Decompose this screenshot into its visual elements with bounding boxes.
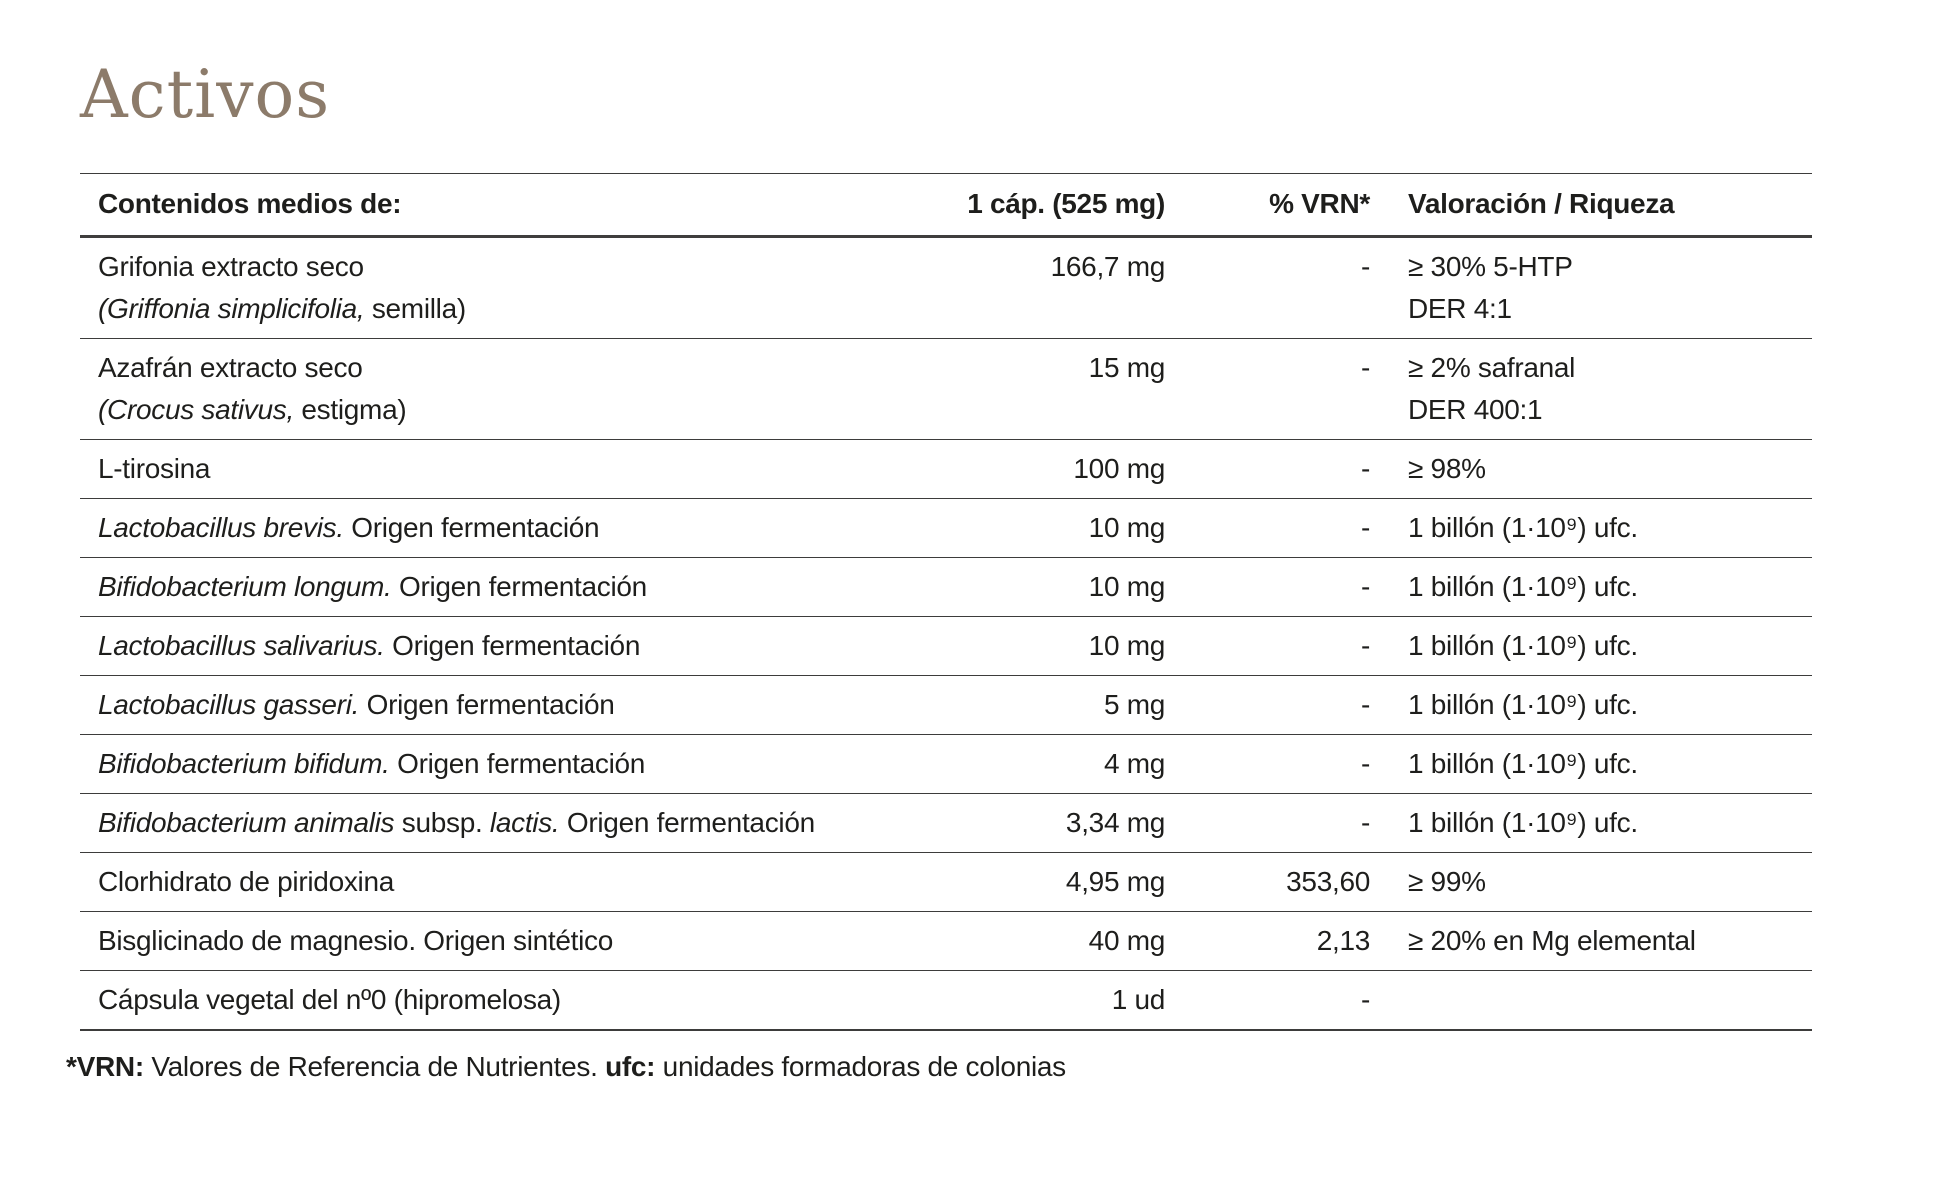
column-header-contents: Contenidos medios de: (80, 174, 740, 237)
ingredient-name (80, 617, 740, 676)
ingredient-name (80, 339, 740, 440)
ingredient-name (80, 499, 740, 558)
text-segment: lactis. (489, 807, 560, 838)
text-segment: Lactobacillus brevis. (98, 512, 344, 543)
ingredient-amount: 10 mg (1088, 630, 1165, 661)
ingredient-valuation (1370, 912, 1812, 971)
ingredient-amount: 10 mg (1088, 512, 1165, 543)
ingredient-name (80, 912, 740, 971)
ingredient-vrn: - (1360, 571, 1370, 602)
valuation-line: ≥ 99% (1408, 866, 1486, 897)
column-header-amount-per-capsule: 1 cáp. (525 mg) (740, 174, 1165, 237)
ingredient-name (80, 237, 740, 339)
ingredient-vrn: 353,60 (1286, 866, 1370, 897)
text-segment: subsp. (394, 807, 490, 838)
table-body (80, 237, 1812, 1031)
ingredient-vrn: - (1360, 984, 1370, 1015)
ingredient-valuation (1370, 794, 1812, 853)
text-segment: semilla) (364, 293, 466, 324)
ingredient-amount: 1 ud (1111, 984, 1165, 1015)
text-segment: Origen fermentación (389, 748, 646, 779)
text-segment: unidades formadoras de colonias (655, 1051, 1066, 1082)
column-header-valuation: Valoración / Riqueza (1370, 174, 1812, 237)
valuation-line: 1 billón (1·10⁹) ufc. (1408, 630, 1638, 661)
ingredient-amount: 4,95 mg (1065, 866, 1165, 897)
text-segment: Origen fermentación (559, 807, 815, 838)
valuation-line: ≥ 20% en Mg elemental (1408, 925, 1696, 956)
table-row (80, 853, 1812, 912)
ingredient-amount: 3,34 mg (1065, 807, 1165, 838)
table-row (80, 339, 1812, 440)
text-segment: Lactobacillus salivarius. (98, 630, 385, 661)
text-segment: (Griffonia simplicifolia, (98, 293, 365, 324)
ingredient-amount: 15 mg (1088, 352, 1165, 383)
text-segment: Origen fermentación (391, 571, 647, 602)
table-row (80, 794, 1812, 853)
ingredient-vrn: - (1360, 352, 1370, 383)
ingredient-vrn: - (1360, 689, 1370, 720)
ingredient-valuation (1370, 971, 1812, 1031)
text-segment: Bifidobacterium bifidum. (98, 748, 390, 779)
ingredient-vrn: - (1360, 512, 1370, 543)
ingredient-vrn: - (1360, 251, 1370, 282)
ingredient-name (80, 735, 740, 794)
valuation-line: ≥ 2% safranal (1408, 352, 1576, 383)
ingredient-valuation (1370, 499, 1812, 558)
table-row (80, 237, 1812, 339)
ingredient-vrn: - (1360, 630, 1370, 661)
valuation-line: DER 4:1 (1408, 293, 1512, 324)
column-header-vrn-percent: % VRN* (1165, 174, 1370, 237)
text-segment: Origen fermentación (343, 512, 600, 543)
ingredient-valuation (1370, 853, 1812, 912)
ingredient-valuation (1370, 676, 1812, 735)
ingredient-name (80, 853, 740, 912)
valuation-line: 1 billón (1·10⁹) ufc. (1408, 748, 1638, 779)
ingredient-vrn: - (1360, 807, 1370, 838)
ingredient-valuation (1370, 735, 1812, 794)
ingredient-amount: 4 mg (1103, 748, 1165, 779)
text-segment: Valores de Referencia de Nutrientes. (143, 1051, 606, 1082)
ingredient-valuation (1370, 617, 1812, 676)
ingredient-amount: 166,7 mg (1050, 251, 1165, 282)
ingredient-vrn: 2,13 (1316, 925, 1370, 956)
text-segment: L-tirosina (98, 453, 211, 484)
ingredient-name (80, 558, 740, 617)
text-segment: estigma) (293, 394, 407, 425)
valuation-line: 1 billón (1·10⁹) ufc. (1408, 807, 1638, 838)
valuation-line: 1 billón (1·10⁹) ufc. (1408, 689, 1638, 720)
ingredient-name (80, 971, 740, 1031)
table-row (80, 499, 1812, 558)
text-segment: Lactobacillus gasseri. (98, 689, 360, 720)
text-segment: *VRN: (66, 1051, 144, 1082)
ingredient-name (80, 676, 740, 735)
valuation-line: DER 400:1 (1408, 394, 1543, 425)
ingredient-name (80, 794, 815, 853)
ingredient-valuation (1370, 440, 1812, 499)
ingredient-amount: 10 mg (1088, 571, 1165, 602)
table-row (80, 558, 1812, 617)
text-segment: Bifidobacterium animalis (98, 807, 395, 838)
ingredient-amount: 40 mg (1088, 925, 1165, 956)
table-header-row (80, 174, 1812, 237)
ingredient-amount: 5 mg (1103, 689, 1165, 720)
text-segment: Clorhidrato de piridoxina (98, 866, 395, 897)
valuation-line: 1 billón (1·10⁹) ufc. (1408, 571, 1638, 602)
actives-table (80, 173, 1812, 1031)
text-segment: ufc: (605, 1051, 656, 1082)
table-row (80, 617, 1812, 676)
valuation-line: 1 billón (1·10⁹) ufc. (1408, 512, 1638, 543)
ingredient-amount: 100 mg (1073, 453, 1165, 484)
ingredient-valuation (1370, 558, 1812, 617)
ingredient-vrn: - (1360, 748, 1370, 779)
ingredient-valuation (1370, 339, 1812, 440)
ingredient-vrn: - (1360, 453, 1370, 484)
ingredient-valuation (1370, 237, 1812, 339)
ingredient-name (80, 440, 740, 499)
text-segment: Cápsula vegetal del nº0 (hipromelosa) (98, 984, 561, 1015)
valuation-line: ≥ 98% (1408, 453, 1486, 484)
table-row (80, 971, 1812, 1031)
page-title: Activos (80, 56, 331, 133)
valuation-line: ≥ 30% 5-HTP (1408, 251, 1573, 282)
text-segment: Grifonia extracto seco (98, 251, 364, 282)
table-row (80, 676, 1812, 735)
text-segment: Origen fermentación (384, 630, 641, 661)
text-segment: Azafrán extracto seco (98, 352, 363, 383)
text-segment: (Crocus sativus, (98, 394, 294, 425)
text-segment: Origen fermentación (359, 689, 615, 720)
table-row (80, 735, 1812, 794)
text-segment: Bifidobacterium longum. (98, 571, 392, 602)
text-segment: Bisglicinado de magnesio. Origen sintético (98, 925, 614, 956)
table-row (80, 912, 1812, 971)
table-row (80, 440, 1812, 499)
footnote (66, 1047, 1946, 1087)
